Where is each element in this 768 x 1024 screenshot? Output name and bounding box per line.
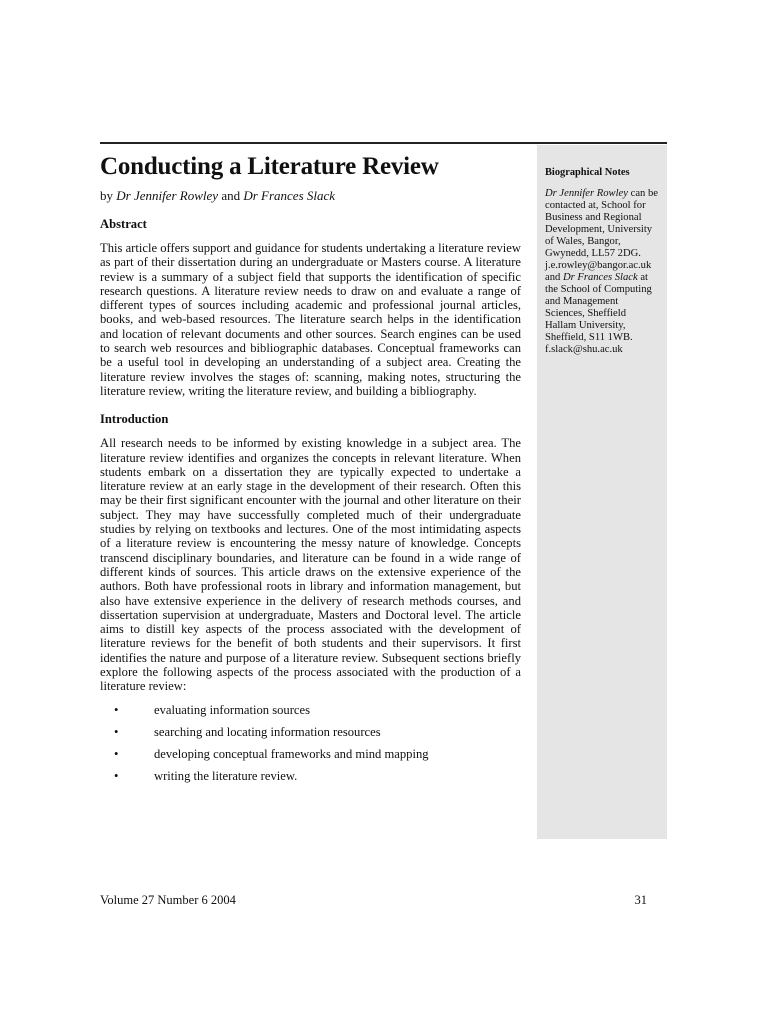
list-item [100, 725, 521, 747]
bullet-list [100, 703, 521, 791]
sidebar-title: Biographical Notes [545, 167, 630, 178]
biographical-notes-sidebar [537, 145, 667, 839]
introduction-text: All research needs to be informed by existing knowledge in a subject area. The literature review identifies and organizes the concepts in relevant literature. When students embark on a dissertation they are typically expected to undertake a literature review at an early stage in the development of their research. Often this may be their first significant encounter with the journal and other literature on their subject. They may have successfully completed much of their undergraduate studies by relying on textbooks and lectures. One of the most intimidating aspects of a literature review is encountering the messy nature of knowledge. Concepts transcend disciplinary boundaries, and literature can be found in a wide range of different kinds of sources. This article draws on the extensive experience of the authors. Both have professional roots in library and information management, but also have extensive experience in the delivery of research methods courses, and dissertation supervision at undergraduate, Masters and Doctoral level. The article aims to distill key aspects of the process associated with the development of literature reviews for the benefit of both students and their supervisors. It first identifies the nature and purpose of a literature review. Subsequent sections briefly explore the following aspects of the process associated with the production of a literature review: [100, 436, 521, 694]
list-item [100, 703, 521, 725]
sidebar-author-2-address: at the School of Computing and Management Sciences, Sheffield Hallam University, Sheffield, S11 1WB. [545, 272, 652, 343]
introduction-heading: Introduction [100, 412, 169, 427]
sidebar-email-1: j.e.rowley@bangor.ac.uk [545, 260, 652, 271]
sidebar-author-1-address: can be contacted at, School for Business and Regional Development, University of Wales, Bangor, Gwynedd, LL57 2DG. [545, 188, 658, 259]
top-rule [100, 142, 667, 144]
article-title: Conducting a Literature Review [100, 153, 439, 180]
byline-and: and [221, 188, 241, 203]
sidebar-and: and [545, 272, 563, 283]
footer-page-number: 31 [634, 893, 647, 907]
bullet-icon: • [114, 746, 119, 761]
sidebar-text [545, 188, 658, 356]
list-item [100, 747, 521, 769]
bullet-icon: • [114, 724, 119, 739]
bullet-icon: • [114, 702, 119, 717]
sidebar-author-2: Dr Frances Slack [562, 272, 638, 283]
list-item [100, 769, 521, 791]
author-1: Dr Jennifer Rowley [116, 188, 219, 203]
byline-by: by [100, 188, 113, 203]
list-item-text: writing the literature review. [154, 768, 298, 783]
bullet-icon: • [114, 768, 119, 783]
abstract-text: This article offers support and guidance for students undertaking a literature review as part of their dissertation during an undergraduate or Masters course. A literature review is a summary of a subject field that supports the identification of specific research questions. A literature review needs to draw on and evaluate a range of different types of sources including academic and professional journal articles, books, and web-based resources. The literature search helps in the identification and location of relevant documents and other sources. Search engines can be used to search web resources and bibliographic databases. Conceptual frameworks can be a useful tool in developing an understanding of a subject area. Creating the literature review involves the stages of: scanning, making notes, structuring the literature review, writing the literature review, and building a bibliography. [100, 241, 521, 398]
list-item-text: developing conceptual frameworks and mind mapping [154, 746, 429, 761]
byline [100, 188, 521, 204]
footer-volume: Volume 27 Number 6 2004 [100, 893, 236, 907]
author-2: Dr Frances Slack [243, 188, 336, 203]
sidebar-author-1: Dr Jennifer Rowley [545, 188, 628, 199]
article-body [100, 150, 521, 791]
sidebar-email-2: f.slack@shu.ac.uk [545, 344, 623, 355]
list-item-text: evaluating information sources [154, 702, 310, 717]
abstract-heading: Abstract [100, 217, 147, 231]
list-item-text: searching and locating information resources [154, 724, 381, 739]
